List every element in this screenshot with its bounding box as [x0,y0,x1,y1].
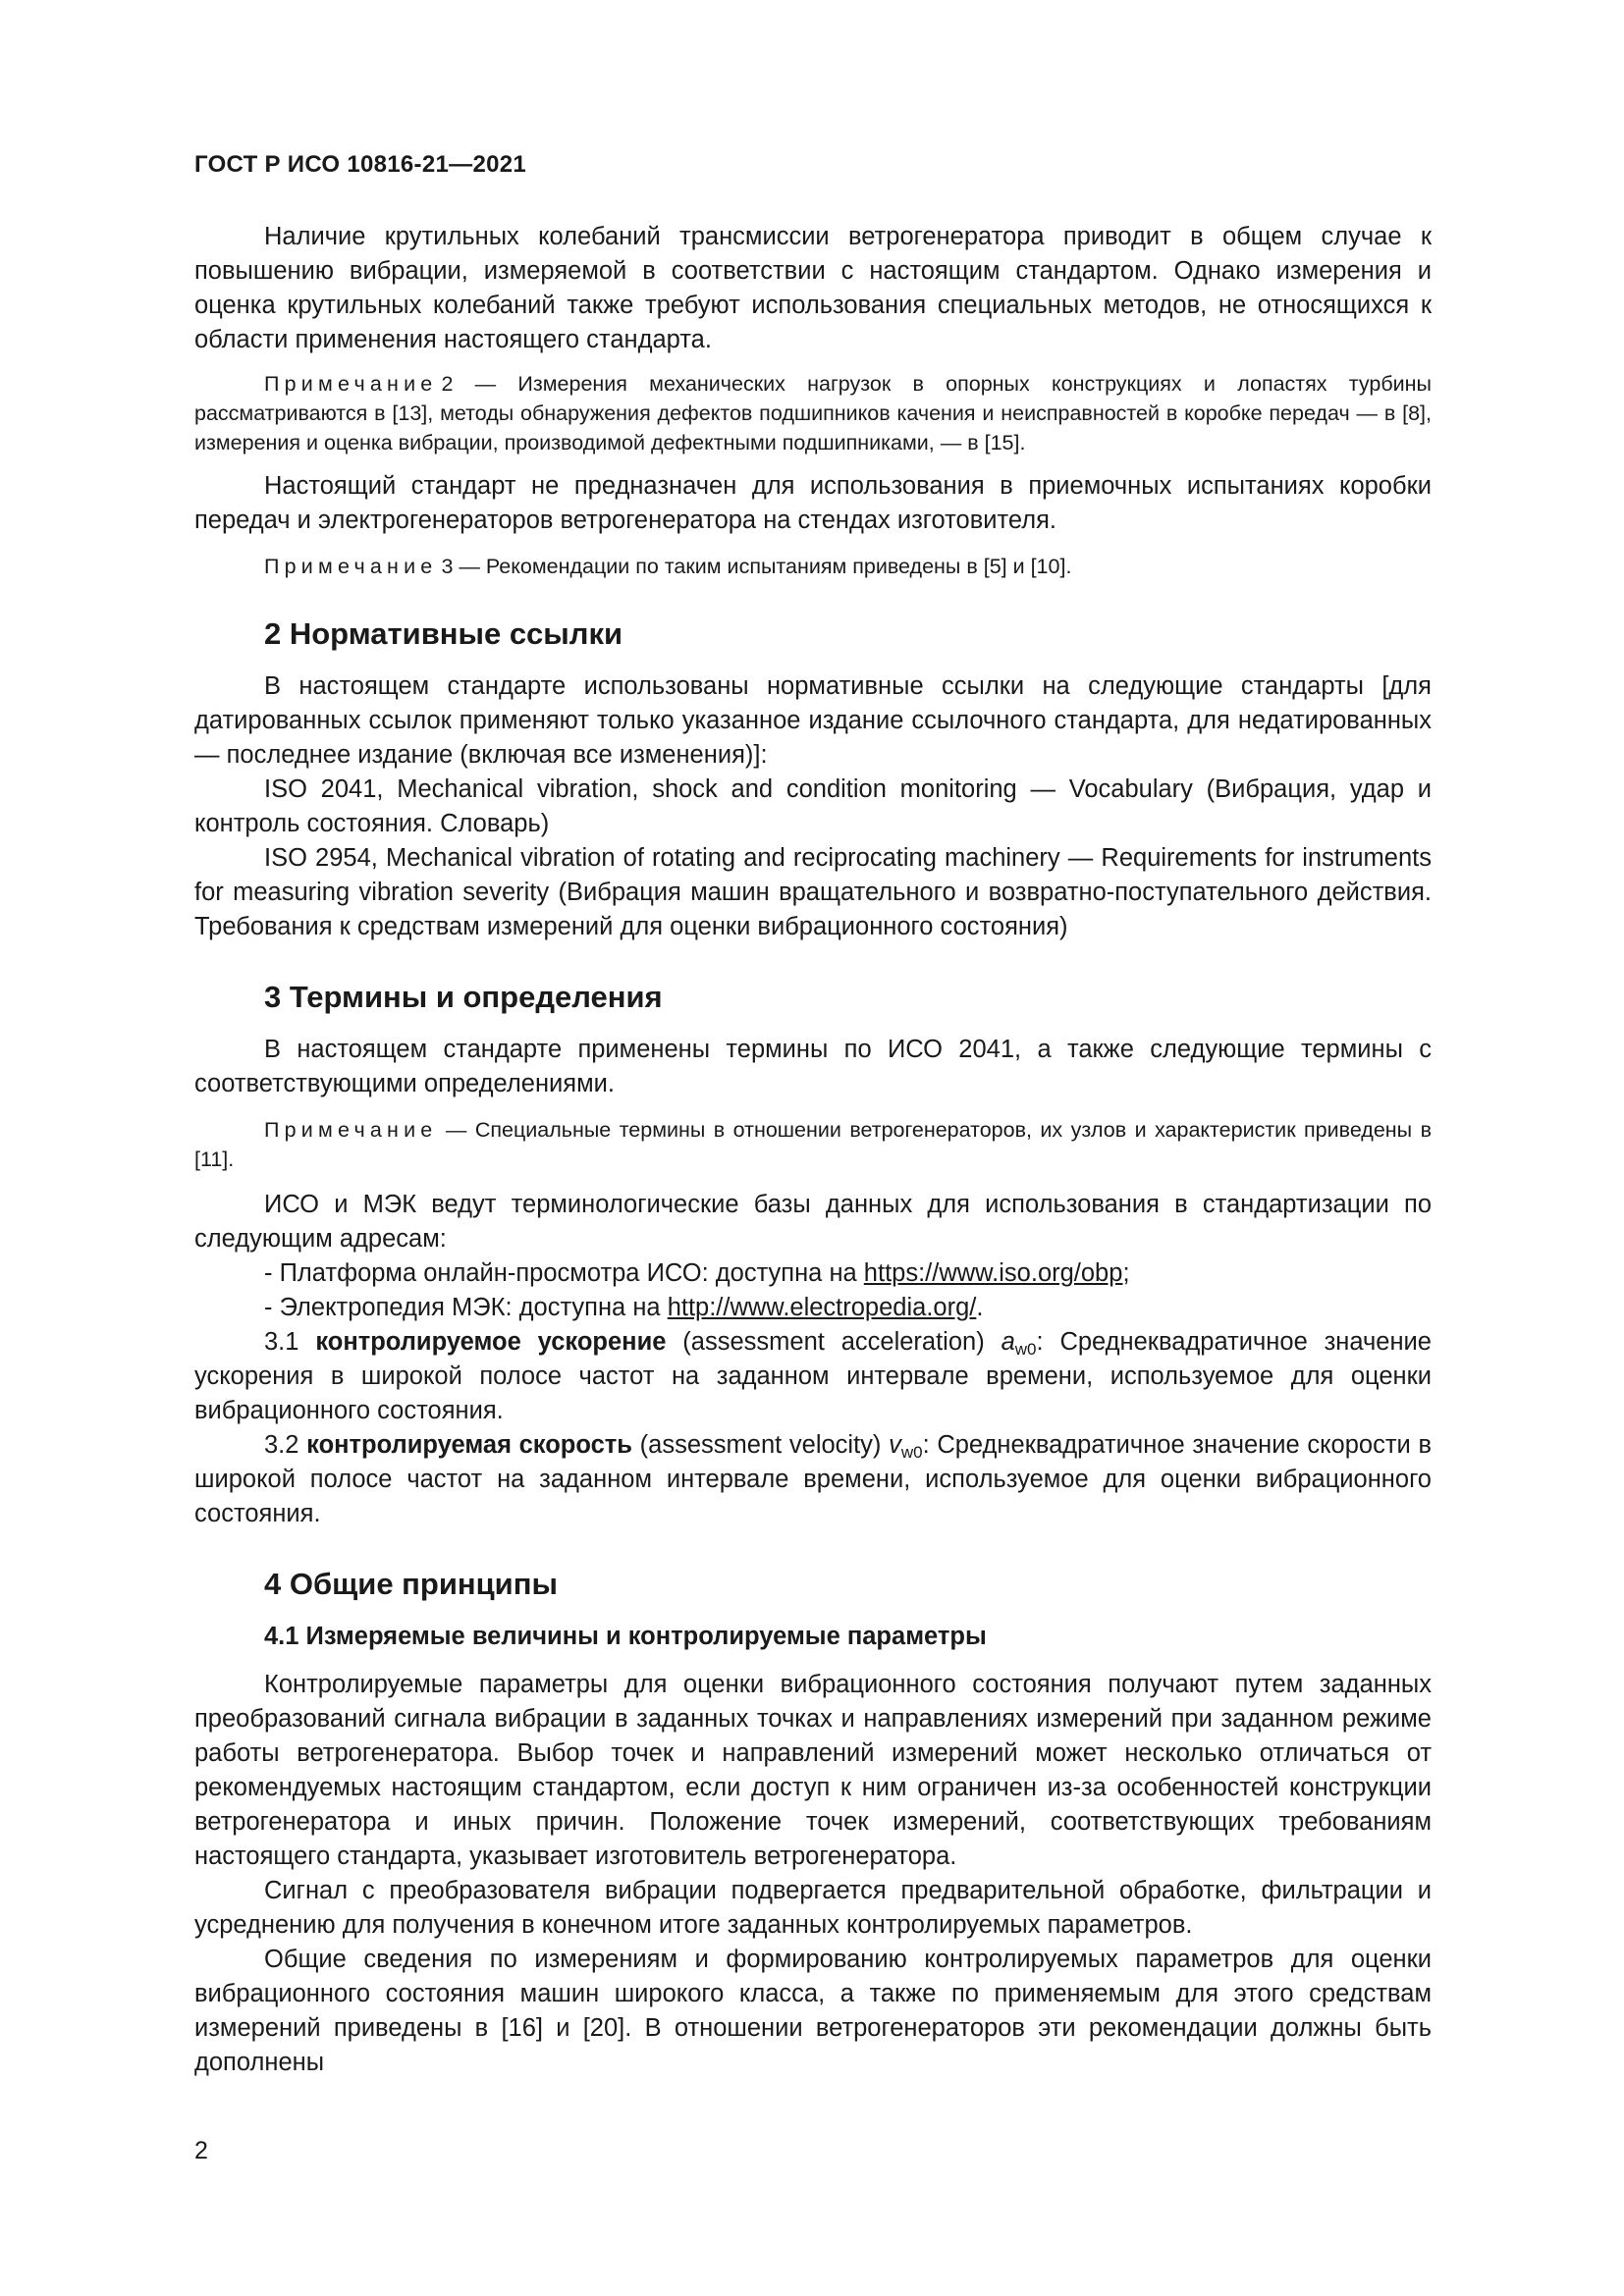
page-content [194,220,1432,2080]
term-definition [194,1325,1432,1428]
term-english: (assessment velocity) [631,1431,890,1459]
term-text: : Среднеквадратичное значение скорости в широкой полосе частот на заданном интервале времени, используемое для оценки вибрационного состояния. [194,1431,1432,1527]
note [194,552,1432,581]
paragraph: Общие сведения по измерениям и формированию контролируемых параметров для оценки вибрационного состояния машин широкого класса, а также по применяемым для этого средствам измерений приведены в [16] и [20]. В отношении ветрогенераторов эти рекомендации должны быть дополнены [194,1946,1432,2076]
term-english: (assessment acceleration) [666,1328,1001,1356]
page-number: 2 [194,2137,208,2164]
address-item [194,1256,1432,1291]
paragraph: Контролируемые параметры для оценки вибрационного состояния получают путем заданных преобразований сигнала вибрации в заданных точках и направлениях измерений при заданном режиме работы ветрогенератора. Выбор точек и направлений измерений может несколько отличаться от рекомендуемых настоящим стандартом, если доступ к ним ограничен из-за особенностей конструкции ветрогенератора и иных причин. Положение точек измерений, соответствующих требованиям настоящего стандарта, указывает изготовитель ветрогенератора. [194,1671,1432,1870]
note-label: Примечание [264,555,438,578]
section-heading: 4 Общие принципы [264,1567,558,1601]
term-symbol: a [1001,1328,1015,1356]
term-text: : Среднеквадратичное значение ускорения в широкой полосе частот на заданном интервале времени, используемое для оценки вибрационного состояния. [194,1328,1432,1424]
note [194,369,1432,457]
address-text: - Платформа онлайн-просмотра ИСО: доступна на [264,1259,864,1287]
note-text: — Рекомендации по таким испытаниям приведены в [5] и [10]. [453,555,1072,578]
note-number: 3 [441,555,454,578]
note-label: Примечание [264,372,438,396]
term-symbol: v [889,1431,901,1459]
paragraph: В настоящем стандарте использованы нормативные ссылки на следующие стандарты [для датированных ссылок применяют только указанное издание ссылочного стандарта, для недатированных — последнее издание (включая все изменения)]: [194,672,1432,769]
section-heading: 3 Термины и определения [264,980,663,1014]
note-text: — Измерения механических нагрузок в опорных конструкциях и лопастях турбины рассматриваются в [13], методы обнаружения дефектов подшипников качения и неисправностей в коробке передач — в [8], измерения и оценка вибрации, производимой дефектными подшипниками, — в [15]. [194,372,1432,454]
paragraph: Сигнал с преобразователя вибрации подвергается предварительной обработке, фильтрации и усреднению для получения в конечном итоге заданных контролируемых параметров. [194,1877,1432,1939]
iso-obp-link[interactable]: https://www.iso.org/obp [863,1259,1123,1287]
term-definition [194,1428,1432,1531]
note-number: 2 [441,372,454,396]
electropedia-link[interactable]: http://www.electropedia.org/ [667,1294,977,1321]
address-punct: ; [1122,1259,1130,1287]
term-name: контролируемая скорость [306,1431,632,1459]
note-text: — Специальные термины в отношении ветрогенераторов, их узлов и характеристик приведены в [11]. [194,1118,1432,1171]
term-name: контролируемое ускорение [315,1328,667,1356]
paragraph: Настоящий стандарт не предназначен для использования в приемочных испытаниях коробки передач и электрогенераторов ветрогенератора на стендах изготовителя. [194,472,1432,534]
paragraph: В настоящем стандарте применены термины по ИСО 2041, а также следующие термины с соответствующими определениями. [194,1036,1432,1097]
section-heading: 2 Нормативные ссылки [264,616,623,651]
term-number: 3.1 [264,1328,316,1356]
paragraph: Наличие крутильных колебаний трансмиссии ветрогенератора приводит в общем случае к повышению вибрации, измеряемой в соответствии с настоящим стандартом. Однако измерения и оценка крутильных колебаний также требуют использования специальных методов, не относящихся к области применения настоящего стандарта. [194,223,1432,353]
normative-reference: ISO 2041, Mechanical vibration, shock and condition monitoring — Vocabulary (Вибрация, удар и контроль состояния. Словарь) [194,775,1432,837]
paragraph: ИСО и МЭК ведут терминологические базы данных для использования в стандартизации по следующим адресам: [194,1191,1432,1253]
standard-header: ГОСТ Р ИСО 10816-21—2021 [194,151,527,178]
subsection-heading: 4.1 Измеряемые величины и контролируемые параметры [264,1623,987,1650]
note-label: Примечание [264,1118,438,1142]
address-text: - Электропедия МЭК: доступна на [264,1294,668,1321]
term-symbol-subscript: w0 [1014,1340,1037,1359]
term-symbol-subscript: w0 [900,1443,923,1462]
normative-reference: ISO 2954, Mechanical vibration of rotating and reciprocating machinery — Requirements for instruments for measuring vibration severity (Вибрация машин вращательного и возвратно-поступательного действия. Требования к средствам измерений для оценки вибрационного состояния) [194,844,1432,940]
term-number: 3.2 [264,1431,307,1459]
address-item [194,1291,1432,1325]
address-punct: . [976,1294,984,1321]
note [194,1115,1432,1174]
